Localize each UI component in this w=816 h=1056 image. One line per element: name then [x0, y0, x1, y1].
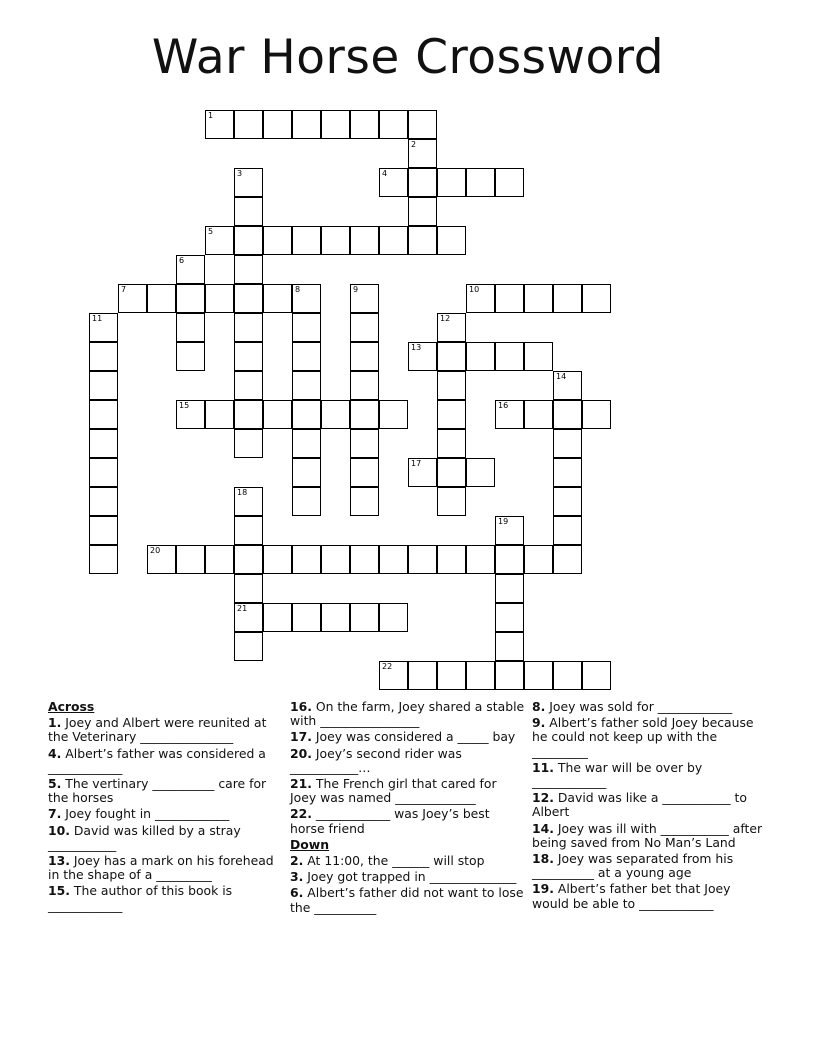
- grid-cell[interactable]: [89, 313, 118, 342]
- grid-cell[interactable]: [495, 284, 524, 313]
- clue-text: The war will be over by ____________: [532, 759, 703, 790]
- clue-text: Joey was separated from his __________ at a young age: [532, 851, 734, 881]
- grid-cell[interactable]: [582, 661, 611, 690]
- grid-cell[interactable]: [524, 284, 553, 313]
- clue: [532, 761, 767, 789]
- grid-cell[interactable]: [176, 342, 205, 371]
- grid-cell[interactable]: [89, 400, 118, 429]
- grid-cell[interactable]: [292, 371, 321, 400]
- grid-cell[interactable]: [495, 342, 524, 371]
- grid-cell[interactable]: [466, 661, 495, 690]
- grid-cell[interactable]: [234, 226, 263, 255]
- grid-cell[interactable]: [553, 516, 582, 545]
- grid-cell[interactable]: [292, 284, 321, 313]
- grid-cell[interactable]: [495, 574, 524, 603]
- clue-number: 4: [382, 169, 388, 178]
- clue: [48, 884, 283, 912]
- grid-cell[interactable]: [89, 429, 118, 458]
- clue: [532, 852, 767, 880]
- grid-cell[interactable]: [263, 226, 292, 255]
- clue-number: 18: [237, 488, 248, 497]
- grid-cell[interactable]: [379, 661, 408, 690]
- clue: [290, 777, 525, 805]
- clue-text: Joey fought in ____________: [61, 806, 230, 822]
- clue-number: 14: [556, 372, 567, 381]
- clue-number: 2: [411, 140, 417, 149]
- grid-cell[interactable]: [408, 226, 437, 255]
- clue-num: 8.: [532, 699, 546, 714]
- clue-number: 19: [498, 517, 509, 526]
- grid-cell[interactable]: [408, 168, 437, 197]
- clue: [48, 777, 283, 805]
- grid-cell[interactable]: [495, 545, 524, 574]
- clue: [532, 700, 767, 714]
- grid-cell[interactable]: [263, 545, 292, 574]
- grid-cell[interactable]: [408, 139, 437, 168]
- grid-cell[interactable]: [408, 342, 437, 371]
- grid-cell[interactable]: [553, 429, 582, 458]
- grid-cell[interactable]: [350, 110, 379, 139]
- grid-cell[interactable]: [205, 284, 234, 313]
- grid-cell[interactable]: [495, 516, 524, 545]
- grid-cell[interactable]: [234, 313, 263, 342]
- clue-number: 8: [295, 285, 301, 294]
- clue-text: Joey was ill with ___________ after being saved from No Man’s Land: [532, 820, 763, 850]
- clue-number: 7: [121, 285, 127, 294]
- clue-num: 7.: [48, 806, 62, 822]
- clue-number: 17: [411, 459, 422, 468]
- grid-cell[interactable]: [379, 226, 408, 255]
- grid-cell[interactable]: [408, 458, 437, 487]
- grid-cell[interactable]: [89, 371, 118, 400]
- clue: [48, 807, 283, 821]
- grid-cell[interactable]: [234, 545, 263, 574]
- grid-cell[interactable]: [350, 371, 379, 400]
- grid-cell[interactable]: [495, 603, 524, 632]
- grid-cell[interactable]: [89, 487, 118, 516]
- clue-number: 20: [150, 546, 161, 555]
- grid-cell[interactable]: [350, 400, 379, 429]
- grid-cell[interactable]: [553, 400, 582, 429]
- clues-column-1: [48, 700, 283, 915]
- grid-cell[interactable]: [408, 545, 437, 574]
- grid-cell[interactable]: [408, 197, 437, 226]
- grid-cell[interactable]: [437, 545, 466, 574]
- clue-num: 14.: [532, 820, 554, 836]
- grid-cell[interactable]: [408, 110, 437, 139]
- grid-cell[interactable]: [205, 110, 234, 139]
- grid-cell[interactable]: [292, 429, 321, 458]
- grid-cell[interactable]: [495, 168, 524, 197]
- grid-cell[interactable]: [89, 342, 118, 371]
- grid-cell[interactable]: [292, 603, 321, 632]
- grid-cell[interactable]: [524, 661, 553, 690]
- grid-cell[interactable]: [437, 487, 466, 516]
- grid-cell[interactable]: [321, 400, 350, 429]
- grid-cell[interactable]: [176, 255, 205, 284]
- grid-cell[interactable]: [379, 603, 408, 632]
- clue: [48, 716, 283, 744]
- grid-cell[interactable]: [379, 110, 408, 139]
- grid-cell[interactable]: [379, 400, 408, 429]
- grid-cell[interactable]: [292, 458, 321, 487]
- clues-column-2: [290, 700, 525, 917]
- grid-cell[interactable]: [582, 284, 611, 313]
- clue-num: 21.: [290, 776, 312, 792]
- grid-cell[interactable]: [234, 516, 263, 545]
- clue-num: 3.: [290, 869, 304, 885]
- across-heading: Across: [48, 699, 95, 714]
- grid-cell[interactable]: [89, 516, 118, 545]
- col2-across-clues: [290, 700, 525, 836]
- clue: [48, 854, 283, 882]
- grid-cell[interactable]: [466, 342, 495, 371]
- grid-cell[interactable]: [350, 429, 379, 458]
- clue-number: 21: [237, 604, 248, 613]
- grid-cell[interactable]: [350, 342, 379, 371]
- grid-cell[interactable]: [350, 226, 379, 255]
- clue-num: 19.: [532, 881, 554, 897]
- grid-cell[interactable]: [350, 458, 379, 487]
- grid-cell[interactable]: [89, 545, 118, 574]
- grid-cell[interactable]: [437, 429, 466, 458]
- grid-cell[interactable]: [495, 632, 524, 661]
- clue-text: The author of this book is ____________: [48, 883, 233, 913]
- grid-cell[interactable]: [292, 110, 321, 139]
- clue-number: 6: [179, 256, 185, 265]
- grid-cell[interactable]: [263, 110, 292, 139]
- grid-cell[interactable]: [350, 487, 379, 516]
- grid-cell[interactable]: [234, 400, 263, 429]
- grid-cell[interactable]: [292, 313, 321, 342]
- clue: [532, 716, 767, 759]
- grid-cell[interactable]: [321, 545, 350, 574]
- clue: [532, 882, 767, 910]
- grid-cell[interactable]: [495, 661, 524, 690]
- clue-num: 12.: [532, 790, 554, 806]
- grid-cell[interactable]: [321, 110, 350, 139]
- clue-text: Albert’s father was considered a ____________: [48, 745, 266, 775]
- clue: [290, 700, 525, 728]
- grid-cell[interactable]: [524, 342, 553, 371]
- clue: [290, 807, 525, 835]
- grid-cell[interactable]: [292, 226, 321, 255]
- clue: [48, 824, 283, 852]
- clue: [290, 870, 525, 884]
- clue: [532, 791, 767, 819]
- grid-cell[interactable]: [437, 400, 466, 429]
- grid-cell[interactable]: [466, 284, 495, 313]
- grid-cell[interactable]: [234, 487, 263, 516]
- grid-cell[interactable]: [234, 603, 263, 632]
- clue-number: 15: [179, 401, 190, 410]
- clue-num: 17.: [290, 729, 312, 745]
- clue-num: 5.: [48, 776, 62, 792]
- clue-text: Albert’s father bet that Joey would be able to ____________: [532, 881, 731, 911]
- clue-number: 22: [382, 662, 393, 671]
- clue-num: 22.: [290, 806, 312, 822]
- grid-cell[interactable]: [553, 487, 582, 516]
- clue-text: Joey’s second rider was ___________…: [290, 745, 462, 775]
- grid-cell[interactable]: [437, 661, 466, 690]
- grid-cell[interactable]: [234, 574, 263, 603]
- clue-num: 18.: [532, 851, 554, 867]
- grid-cell[interactable]: [292, 342, 321, 371]
- grid-cell[interactable]: [553, 458, 582, 487]
- clue-number: 11: [92, 314, 103, 323]
- grid-cell[interactable]: [205, 400, 234, 429]
- grid-cell[interactable]: [379, 545, 408, 574]
- clue-num: 2.: [290, 853, 304, 869]
- grid-cell[interactable]: [321, 603, 350, 632]
- clue: [290, 747, 525, 775]
- clue-text: Joey was considered a _____ bay: [311, 729, 516, 745]
- page-title: War Horse Crossword: [151, 30, 665, 85]
- clue-number: 3: [237, 169, 243, 178]
- clue: [290, 730, 525, 744]
- grid-cell[interactable]: [553, 661, 582, 690]
- clue-num: 20.: [290, 745, 312, 761]
- grid-cell[interactable]: [292, 487, 321, 516]
- clue-text: Joey was sold for ____________: [545, 699, 733, 714]
- grid-cell[interactable]: [234, 429, 263, 458]
- col1-clues: [48, 716, 283, 913]
- grid-cell[interactable]: [205, 226, 234, 255]
- grid-cell[interactable]: [350, 284, 379, 313]
- clue-text: Joey and Albert were reunited at the Veterinary _______________: [48, 715, 267, 745]
- grid-cell[interactable]: [234, 632, 263, 661]
- grid-cell[interactable]: [263, 400, 292, 429]
- grid-cell[interactable]: [234, 168, 263, 197]
- clue-number: 9: [353, 285, 359, 294]
- grid-cell[interactable]: [234, 255, 263, 284]
- grid-cell[interactable]: [321, 226, 350, 255]
- grid-cell[interactable]: [437, 371, 466, 400]
- clue-text: Joey has a mark on his forehead in the shape of a _________: [48, 853, 274, 883]
- grid-cell[interactable]: [147, 545, 176, 574]
- clue-number: 12: [440, 314, 451, 323]
- grid-cell[interactable]: [205, 545, 234, 574]
- clue-text: Joey got trapped in ______________: [303, 869, 517, 885]
- clue-num: 4.: [48, 745, 62, 761]
- clues-column-3: [532, 700, 767, 913]
- clue-num: 1.: [48, 715, 62, 731]
- grid-cell[interactable]: [118, 284, 147, 313]
- grid-cell[interactable]: [176, 313, 205, 342]
- clue-num: 15.: [48, 883, 70, 899]
- clue-text: On the farm, Joey shared a stable with ________________: [290, 699, 525, 729]
- grid-cell[interactable]: [263, 603, 292, 632]
- clue-num: 16.: [290, 699, 312, 714]
- grid-cell[interactable]: [234, 110, 263, 139]
- clue-number: 16: [498, 401, 509, 410]
- grid-cell[interactable]: [350, 545, 379, 574]
- grid-cell[interactable]: [437, 168, 466, 197]
- grid-cell[interactable]: [553, 371, 582, 400]
- grid-cell[interactable]: [350, 603, 379, 632]
- grid-cell[interactable]: [234, 197, 263, 226]
- clue-num: 13.: [48, 853, 70, 869]
- clue-num: 6.: [290, 885, 304, 901]
- grid-cell[interactable]: [408, 661, 437, 690]
- down-heading: Down: [290, 836, 330, 852]
- grid-cell[interactable]: [466, 545, 495, 574]
- grid-cell[interactable]: [379, 168, 408, 197]
- grid-cell[interactable]: [466, 168, 495, 197]
- grid-cell[interactable]: [437, 342, 466, 371]
- clue-number: 13: [411, 343, 422, 352]
- clue: [532, 822, 767, 850]
- clue-text: ____________ was Joey’s best horse friend: [290, 806, 490, 836]
- col2-down-clues: [290, 854, 525, 915]
- grid-cell[interactable]: [147, 284, 176, 313]
- grid-cell[interactable]: [234, 371, 263, 400]
- clue-number: 1: [208, 111, 214, 120]
- grid-cell[interactable]: [234, 342, 263, 371]
- grid-cell[interactable]: [466, 458, 495, 487]
- grid-cell[interactable]: [350, 313, 379, 342]
- grid-cell[interactable]: [437, 458, 466, 487]
- grid-cell[interactable]: [437, 313, 466, 342]
- grid-cell[interactable]: [89, 458, 118, 487]
- clue-text: At 11:00, the ______ will stop: [303, 853, 485, 869]
- clue: [48, 747, 283, 775]
- grid-cell[interactable]: [582, 400, 611, 429]
- clue-number: 10: [469, 285, 480, 294]
- clue: [290, 854, 525, 868]
- clue-text: David was like a ___________ to Albert: [532, 790, 747, 820]
- grid-cell[interactable]: [176, 400, 205, 429]
- grid-cell[interactable]: [234, 284, 263, 313]
- clue-text: Albert’s father sold Joey because he could not keep up with the _________: [532, 715, 754, 759]
- grid-cell[interactable]: [263, 284, 292, 313]
- grid-cell[interactable]: [553, 284, 582, 313]
- grid-cell[interactable]: [437, 226, 466, 255]
- grid-cell[interactable]: [495, 400, 524, 429]
- col3-clues: [532, 700, 767, 911]
- clue-num: 11.: [532, 759, 554, 775]
- clue-text: David was killed by a stray ___________: [48, 822, 241, 852]
- grid-cell[interactable]: [176, 545, 205, 574]
- grid-cell[interactable]: [553, 545, 582, 574]
- grid-cell[interactable]: [292, 400, 321, 429]
- clue-num: 9.: [532, 715, 546, 731]
- grid-cell[interactable]: [292, 545, 321, 574]
- clue: [290, 886, 525, 914]
- grid-cell[interactable]: [524, 400, 553, 429]
- clue-number: 5: [208, 227, 214, 236]
- grid-cell[interactable]: [524, 545, 553, 574]
- clue-text: The French girl that cared for Joey was named _____________: [290, 776, 497, 806]
- clue-num: 10.: [48, 822, 70, 838]
- clue-text: Albert’s father did not want to lose the __________: [290, 885, 524, 915]
- clue-text: The vertinary __________ care for the horses: [48, 776, 267, 806]
- grid-cell[interactable]: [176, 284, 205, 313]
